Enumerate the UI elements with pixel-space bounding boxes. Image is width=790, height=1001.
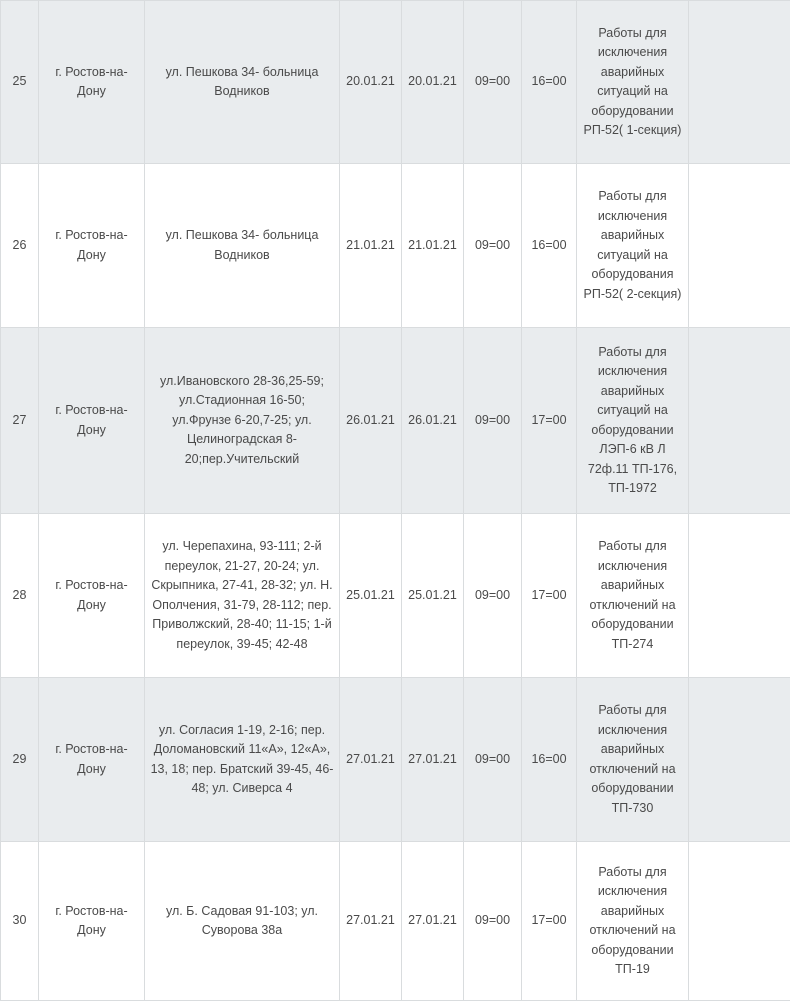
table-row	[1, 164, 790, 328]
row-number: 29	[1, 678, 39, 842]
address-cell: ул. Согласия 1-19, 2-16; пер. Доломановский 11«А», 12«А», 13, 18; пер. Братский 39-45, 46-48; ул. Сиверса 4	[145, 678, 340, 842]
extra-cell	[689, 164, 790, 328]
start-time-cell: 09=00	[464, 514, 522, 678]
start-date-cell: 26.01.21	[340, 328, 402, 514]
start-time-cell: 09=00	[464, 328, 522, 514]
extra-cell	[689, 1, 790, 164]
work-description-cell: Работы для исключения аварийных отключений на оборудовании ТП-730	[577, 678, 689, 842]
table-row	[1, 678, 790, 842]
city-cell: г. Ростов-на-Дону	[39, 328, 145, 514]
end-date-cell: 26.01.21	[402, 328, 464, 514]
table-row	[1, 514, 790, 678]
city-cell: г. Ростов-на-Дону	[39, 514, 145, 678]
end-date-cell: 27.01.21	[402, 678, 464, 842]
row-number: 27	[1, 328, 39, 514]
end-time-cell: 17=00	[522, 514, 577, 678]
address-cell: ул.Ивановского 28-36,25-59; ул.Стадионная 16-50; ул.Фрунзе 6-20,7-25; ул. Целиноградская 8-20;пер.Учительский	[145, 328, 340, 514]
city-cell: г. Ростов-на-Дону	[39, 842, 145, 1001]
extra-cell	[689, 328, 790, 514]
start-date-cell: 27.01.21	[340, 678, 402, 842]
start-date-cell: 21.01.21	[340, 164, 402, 328]
end-date-cell: 25.01.21	[402, 514, 464, 678]
end-date-cell: 20.01.21	[402, 1, 464, 164]
end-date-cell: 27.01.21	[402, 842, 464, 1001]
table-row	[1, 328, 790, 514]
work-description-cell: Работы для исключения аварийных ситуаций на оборудования РП-52( 2-секция)	[577, 164, 689, 328]
extra-cell	[689, 842, 790, 1001]
city-cell: г. Ростов-на-Дону	[39, 164, 145, 328]
address-cell: ул. Черепахина, 93-111; 2-й переулок, 21-27, 20-24; ул. Скрыпника, 27-41, 28-32; ул. Н. Ополчения, 31-79, 28-112; пер. Приволжский, 28-40; 11-15; 1-й переулок, 39-45; 42-48	[145, 514, 340, 678]
address-cell: ул. Пешкова 34- больница Водников	[145, 164, 340, 328]
start-date-cell: 20.01.21	[340, 1, 402, 164]
end-time-cell: 16=00	[522, 678, 577, 842]
end-time-cell: 16=00	[522, 164, 577, 328]
row-number: 25	[1, 1, 39, 164]
address-cell: ул. Пешкова 34- больница Водников	[145, 1, 340, 164]
row-number: 30	[1, 842, 39, 1001]
table-row	[1, 1, 790, 164]
start-time-cell: 09=00	[464, 842, 522, 1001]
work-description-cell: Работы для исключения аварийных ситуаций на оборудовании РП-52( 1-секция)	[577, 1, 689, 164]
city-cell: г. Ростов-на-Дону	[39, 1, 145, 164]
start-date-cell: 25.01.21	[340, 514, 402, 678]
start-time-cell: 09=00	[464, 678, 522, 842]
extra-cell	[689, 678, 790, 842]
end-date-cell: 21.01.21	[402, 164, 464, 328]
end-time-cell: 17=00	[522, 328, 577, 514]
work-description-cell: Работы для исключения аварийных отключений на оборудовании ТП-19	[577, 842, 689, 1001]
address-cell: ул. Б. Садовая 91-103; ул. Суворова 38а	[145, 842, 340, 1001]
extra-cell	[689, 514, 790, 678]
start-time-cell: 09=00	[464, 1, 522, 164]
row-number: 28	[1, 514, 39, 678]
row-number: 26	[1, 164, 39, 328]
work-description-cell: Работы для исключения аварийных ситуаций на оборудовании ЛЭП-6 кВ Л 72ф.11 ТП-176, ТП-1972	[577, 328, 689, 514]
end-time-cell: 16=00	[522, 1, 577, 164]
start-date-cell: 27.01.21	[340, 842, 402, 1001]
city-cell: г. Ростов-на-Дону	[39, 678, 145, 842]
end-time-cell: 17=00	[522, 842, 577, 1001]
start-time-cell: 09=00	[464, 164, 522, 328]
work-description-cell: Работы для исключения аварийных отключений на оборудовании ТП-274	[577, 514, 689, 678]
table-row	[1, 842, 790, 1001]
